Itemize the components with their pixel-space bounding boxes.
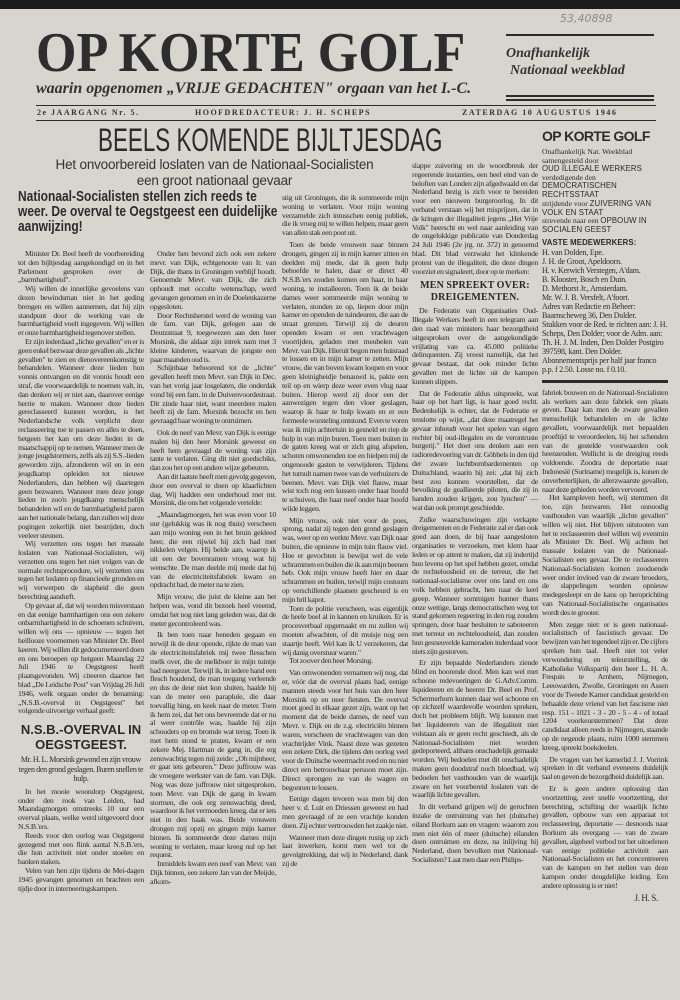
paragraph: Aan dit laatste heeft men gevolg gegeven, door een overval te doen op klaarlichten dag. Wij hadden een onderhoud met mr. Morsink, die ons het volgende vertelde: xyxy=(150,471,276,508)
tagline-line-1: Onafhankelijk xyxy=(506,46,591,61)
paragraph: Velen van hen zijn tijdens de Mei-dagen 1945 gevangen genomen en brachten een tijdje door in interneeringskampen. xyxy=(18,865,144,893)
paragraph: Dat de Federatie aldus uitspreekt, wat haar op het hart ligt, is haar goed recht. Bedenkelijk is echter, dat de Federatie er tenslotte op wijst, „dat deze maatregel het gevaar inhoudt voor het spelen van eigen rechter bij oud-illegalen en de verontruste burgerij." Het doet ons denken aan een radioredevoering van dr. Göbbels in den tijd der zware luchtbombardementen op Duitschland, waarin hij zei: „dat hij zich best zou kunnen voorstellen, dat de bevolking de geallieerde piloten, die zij in handen zouden krijgen, zou lynchen" — wat dan ook prompt geschiedde. xyxy=(412,388,538,512)
article-kicker: Nationaal-Socialisten stellen zich reeds te weer. De overval te Oegstgeest een duidelijke aanwijzing! xyxy=(18,188,278,235)
info-rule-bottom xyxy=(36,120,656,121)
paragraph: Wij verzetten ons tegen het massale loslaten van Nationaal-Socialisten, wij verzetten ons tegen het niet volgen van de normale rechtsprocedure, wij verzetten ons tegen het loslaten op financieele gronden en wij verwerpen de slapheid die geen berechting aandurft. xyxy=(18,539,144,602)
paragraph: stig uit Groningen, die ik sommeerde mijn woning te verlaten. Voor mijn woning verzamelde zich intusschen eenig publiek, die ik vroeg mij te willen helpen, maar geen van allen stak een poot uit. xyxy=(282,193,408,238)
submission-info: Stukken voor de Red. te richten aan: J. H. Scheps, Den Dolder; voor de Adm. aan: Th. H. J. M. Inden, Den Dolder Postgiro 397598, kant. Den Dolder. xyxy=(542,319,668,356)
paragraph: Eenige dagen tevoren was men bij den heer v. d. Luit en Driessen geweest en had men gevraagd of ze een vrachtje konden doen. Zij echter vertrouwden het zaakje niet. xyxy=(282,794,408,830)
volume-number: 2e JAARGANG Nr. 5. xyxy=(37,108,140,117)
paragraph: Het kampleven heeft, wij stemmen dit toe, zijn bezwaren. Het onnoodig vasthouden van waarlijk „lichte gevallen" willen wij niet. Het blijven uitstooten van het te reclasseeren deel willen wij evenmin als Minister Dr. Beel. Wij achten het massale loslaten van de Nationaal-Socialisten een gevaar. De te reclasseeren Nationaal-Socialisten komen zoodoende weer onder invloed van de zware broeders, de slappelingen worden opnieuw medegesleept en de kans op heroprichting van Nationaal-Socialistische organisaties wordt des te grooter. xyxy=(542,493,668,617)
masthead-rule xyxy=(506,34,654,36)
colophon-intro: Onafhankelijk Nat. Weekblad samengesteld door xyxy=(542,147,633,165)
article-column-5 xyxy=(542,389,668,902)
scan-top-edge xyxy=(0,0,680,9)
article-column-4 xyxy=(412,162,538,865)
colophon-mission: ZUIVERING VAN VOLK EN STAAT xyxy=(542,198,652,217)
paragraph: Minister Dr. Beel heeft de voorbereiding tot den bijltjesdag aangekondigd en in het Parlement gesproken over de „barmhartigheid". xyxy=(18,249,144,285)
paragraph: Ook de neef van Mevr. van Dijk is eenige malen bij den heer Morsink geweest en heeft hem gevraagd de woning van zijn tante te verlaten. Ging dit niet goedschiks, dan zou het op een andere wijze gebeuren. xyxy=(150,427,276,473)
masthead-subtitle: waarin opgenomen „VRIJE GEDACHTEN" orgaan van het I.-C. xyxy=(36,80,472,97)
sidebar xyxy=(542,128,668,902)
paragraph: Onder hen bevond zich ook een zekere mevr. van Dijk, echtgenoote van Ir. van Dijk, die thans in Groningen verblijf houdt. Genoemde Mevr. van Dijk, die zich ophoudt met occulte wetenschap, werd gevangen genomen en in de Doelenkazerne opgesloten. xyxy=(150,249,276,311)
masthead-rule xyxy=(506,99,654,101)
staff-member: J. H. de Groot, Apeldoorn. xyxy=(542,256,622,266)
paragraph: Wanneer men deze dingen rustig op zich laat inwerken, komt men wel tot de gevolgtrekking, dat wij in Nederland, dank zij de xyxy=(282,832,408,868)
paragraph: Toen de beide vrouwen naar binnen drongen, gingen zij in mijn kamer zitten en deelden mij mede, dat ik geen hulp behoefde te halen, daar er direct 40 N.S.B.'ers zouden komen om haar, in haar woning, te installeeren. Toen ik de beide dames weer sommeerde mijn woning te verlaten, stonden ze op, liepen door mijn kamer en openden de tuindeuren, die aan de straat grenzen. Terwijl zij de deuren openden kwam er een vrachtwagen voorrijden, geladen met meubelen van Mevr. van Dijk. Hieruit begon men huisraad te lossen en in mijn kamer te zetten. Mijn vrouw, die van boven kwam loopen en voor geen kleinigheidje benauwd is, pakte een teil op en wierp deze weer even vlug naar buiten. Hierop werd zij door een der aanwezigen tegen den vloer geslagen, waarop ik haar te hulp kwam en er een formeele worsteling ontstond. Even te voren was ik mijn achtertuin in gesneld en riep de hulp in van mijn buren. Toen men buiten in de gaten kreeg wat er zich ging afspelen, schoten omwonenden toe en hielpen mij de ongenoode gasten te verwijderen. Tijdens het tumult namen twee van de verhuizers de beenen. Mevr. van Dijk viel flauw, maar wist toch nog een kussen onder haar hoofd te schuiven, die haar neef onder haar hoofd wilde leggen. xyxy=(282,239,408,513)
paragraph: Men zegge niet: er is geen nationaal-socialistisch of fascistisch gevaar. De bewijzen van het tegendeel zijn er. De cijfers spreken hun taal. Heeft niet tot veler verwondering en teleurstelling, de Katholieke Volkspartij den heer L. H. A. Frequin te Arnhem, Nijmegen, Leeuwarden, Zwolle, Groningen en Assen voor de Tweede Kamer candidaat gesteld en behaalde deze vriend van het fascisme niet resp. 151 - 1021 - 3 - 20 - 5 - 4 - of totaal 1204 voorkeurstemmen? Dat deze candidaat alleen reeds in Nijmegen, staande op de negende plaats, ruim 1000 stemmen kreeg, spreekt boekdeelen. xyxy=(542,619,668,752)
paragraph: Van omwonenden vernamen wij nog, dat er, vóór dat de overval plaats had, eenige mannen steeds voor het huis van den heer Morsink op en neer fietsten. De overval moet goed in elkaar gezet zijn, want op het moment dat de beide dames, de neef van Mevr. v. Dijk en de z.g. electriciën binnen waren, verscheen de vrachtwagen van den vrachtrijder Vink. Naast deze was gezeten een zekere Dirk, die tijdens den oorlog veel voor de Duitsche weermacht reed en nu niet direct een betrouwbaar persoon moet zijn. Direct sprongen ze van de wagen en begonnen te lossen. xyxy=(282,668,408,792)
colophon-text: strijdende voor xyxy=(542,198,588,208)
paragraph: Er is geen andere oplossing dan voortzetting, zeer snelle voortzetting, der berechting, schifting der waarlijk lichte gevallen, opbouw van een apparaat tot reclasseering, deportatie — desnoods naar Borkum als overgang — van de zware gevallen, algeheel verbod tot het uitoefenen van eenige politieke activiteit aan Nationaal-Socialisten en het concentreeren van de kampen en het stellen van deze kampen onder deugdelijke leiding. Een andere oplossing is er niet! xyxy=(542,783,668,890)
section-heading: MEN SPREEKT OVER: DREIGEMENTEN. xyxy=(420,280,530,304)
paragraph: Ik ben toen naar beneden gegaan en terwijl ik de deur opende, rijkte de man van de electriciteitsfabriek mij twee flesschen melk over, die de melkboer in mijn tuintje had neergezet. Terwijl ik, in iedere hand een flesch houdend, de man toegang verleende en dus de deur niet kon sluiten, haalde hij van de meter een paraplule, die daar toevallig hing, en keek naar de meter. Toen ik hem zei, dat het ons bevreemde dat er nu al weer contrôle was, haalde hij zijn schouders op en bromde wat terug. Toen ik met hem stond te praten, kwam er een zekere Mej. Hartman de gang in, die erg zenuwachtig tegen mij zeide: „Oh mijnheer, er gaat iets gebeuren." Deze juffrouw was de vroegere werkster van de fam. van Dijk. Nog was deze juffrouw niet uitgesproken, toen Mevr. van Dijk de gang in kwam stormen, die ook erg zenuwachtig deed, waardoor ik het vermoeden kreeg, dat er iets niet in den haak was. Beide vrouwen drongen mij opzij en gingen mijn kamer binnen. Ik sommeerde deze dames mijn woning te verlaten, maar kreeg nul op het request. xyxy=(150,630,276,860)
paragraph: Tot zoover den heer Morsing. xyxy=(289,656,373,666)
main-headline: BEELS KOMENDE BIJLTJESDAG xyxy=(98,122,443,158)
paragraph: fabriek bouwen en de Nationaal-Socialisten als werkers aan deze fabriek een plaats geven. Daar kan men de zware gevallen menschelijk behandelen en de lichte gevallen, voorwaardelijk met bepaalden proeftijd te veroordeelen, bij het schenden van de gestelde voorwaarden ook heenzenden. Wellicht is de dreiging reeds voldoende. Zoodra de deportatie naar Indonesië (Suriname) mogelijk is, kunen de onverbeterlijken, de allerzwaarste gevallen, naar deze gebieden worden vervoerd. xyxy=(542,387,668,494)
subscription-price: Abonnementsprijs per half jaar franco p.p. f 2.50. Losse no. f 0.10. xyxy=(542,355,657,374)
sidebar-title: OP KORTE GOLF xyxy=(542,128,650,144)
tagline-line-2: Nationaal weekblad xyxy=(510,63,625,78)
paragraph: De vragen van het kamerlid J. J. Vorrink spreken in dit verband eveneens duidelijk taal en geven de bezorgdheid duidelijk aan. xyxy=(542,754,668,782)
archive-pencil-note: 53,40898 xyxy=(560,12,613,25)
newspaper-title: OP KORTE GOLF xyxy=(36,22,466,84)
staff-list xyxy=(542,248,668,374)
colophon-organisation: OUD ILLEGALE WERKERS xyxy=(542,164,642,173)
staff-label: VASTE MEDEWERKERS: xyxy=(542,238,637,248)
colophon-text: strevende naar een xyxy=(542,216,599,226)
staff-member: H. v. Kerwich Verstegen, A'dam. xyxy=(542,265,641,275)
staff-member: Mr. W. J. B. Versfelt, A'foort. xyxy=(542,292,630,302)
staff-member: B. Klooster, Bosch en Duin. xyxy=(542,274,627,284)
paragraph: Door Rechtsherstel werd de woning van de fam. van Dijk, gelegen aan de Deutzstraat 9, toegewezen aan den heer Morsink, die aldaar zijn intrek nam met 3 kleine kinderen, waarvan de jongste een paar maanden oud is. xyxy=(150,310,276,364)
paragraph: Schijnbaar behoorend tot de „lichte" gevallen heeft men Mevr. van Dijk in Dec. van het vorig jaar losgelaten, die onderdak vond bij een fam. in de Duivenvoordestraat. Dit zinde haar niet, want meerdere malen heeft zij de fam. Morsink bezocht en hen gevraagd haar woning te ontruimen. xyxy=(150,363,276,426)
paragraph: Inmiddels kwam een neef van Mevr. van Dijk binnen, een zekere Jan van der Meijde, afkom- xyxy=(150,859,276,886)
paragraph: Op gevaar af, dat wij worden misverstaan en dat eenige barmhartigen ons een zekere onbarmhartigheid in de schoenen schuiven, willen wij ons — opnieuw — tegen het heillooze voornemen van Minister Dr. Beel keeren. Wij willen dit gedocumenteerd doen en ons beroepen op hetgeen Maandag 22 Juli 1946 te Oegstgeest heeft plaatsgevonden. Wij citeeren daartoe het blad „De Leidsche Post" van Vrijdag 26 Juli 1946, welk orgaan onder de benaming: „N.S.B.-overval in Oegstgeest" het volgende uitvoerige verhaal geeft: xyxy=(18,600,144,716)
paragraph: Er zijn inderdaad „lichte gevallen" en er is geen enkel bezwaar deze gevallen als „lichte gevallen" te zien en dienovereenkomstig te behandelen. Wanneer deze lieden hun vonnis ontvangen en dit vonnis houdt een straf, die voorwaardelijk te noemen valt, in, dan denken wij er niet aan, daarover eenige herrie te maken. Wanneer deze lieden gereclasseerd kunnen worden, is het Nederlandsche volk verplicht deze reclasseering toe te passen en alles te doen, hetgeen het kan om deze lieden in de maatschappij op te nemen. Wanneer men de jonge jeugdstormers, zelfs als zij S.S.-lieden geworden zijn, afzonderen wil en in een jeugdkamp opleiden tot nieuwe Nederlanders, dan hebben wij daartegen geen bezwaren. Wanneer men deze jonge lieden in zoo'n jeugdkamp menschelijk behandelen wil en de barmhartigheid paren aan het nationale belang, dan zullen wij deze pogingen zekerlijk niet bestrijden, doch veeleer steunen. xyxy=(18,336,144,540)
editorial-address: Adres van Redactie en Beheer: Baarnscheweg 36, Den Dolder. xyxy=(542,301,637,320)
paragraph: „Maandagmorgen, het was even voor 10 uur (gelukkig was ik nog thuis) verscheen aan mijn woning een in het bruin gekleed heer, die een rijwiel bij zich had met nikkelen velgen. Hij belde aan, waarop ik uit een der bovenramen vroeg wat hij wenschte. De man deelde mij mede dat hij van de electriciteitsfabriek kwam en opdracht had, de meter na te zien. xyxy=(150,510,276,590)
masthead-rule xyxy=(506,95,654,97)
issue-date: ZATERDAG 10 AUGUSTUS 1946 xyxy=(462,108,618,117)
colophon xyxy=(542,148,668,374)
headline-deck-2: een groot nationaal gevaar xyxy=(136,173,293,188)
article-column-1 xyxy=(18,250,144,893)
section-heading: N.S.B.-OVERVAL IN OEGSTGEEST. xyxy=(20,722,142,753)
paragraph: slappe zuivering en de woordbreuk der regeerende instanties, een heel eind van de beloften van Londen zijn afgedwaald en dat Nederland bezig is zich voor te bereiden voor een nieuwen burgeroorlog. In dit verband verstaan wij het misprijzen, dat in de kringen der illegaliteit jegens „Het Vrije Volk" heerscht en wel naar aanleiding van de ongelukkige publicatie van Donderdag 24 Juli 1946 (2e jrg. nr. 372) in genoemd blad. Dit blad verzwakt het klinkende protest van de illegaliteit, die deze dingen voorziet en signaleert, door op te merken: xyxy=(412,161,538,276)
paragraph: Mijn vrouw, die juist de kleine aan het helpen was, vond dit bezoek heel vreemd, omdat het nog niet lang geleden was, dat de meter gecontroleerd was. xyxy=(150,592,276,628)
author-signature: J. H. S. xyxy=(634,892,658,903)
paragraph: Er zijn bepaalde Nederlanders ziende blind en hoorende doof. Men kan wel met schoone redevoeringen de G.Adv.Comm. liquideeren en de heeren Dr. Beel en Prof. Schermerhorn kunnen daar wel schoone en op zichzelf waardevolle woorden spreken, doch het probleem blijft. Wij kunnen met het liquideeren van de illegaliteit niet volstaan als er geen recht geschiedt, als de Nationaal-Socialisten niet worden gedeporteerd, althans onschadelijk gemaakt worden. Wij bedoelen met dit onschadelijk maken geen doodstraf noch bloedbad, wij bedoelen het vasthouden van de waarlijk zware en het voorbereid loslaten van de waarlijk lichte gevallen. xyxy=(412,658,538,800)
editor-in-chief: HOOFDREDACTEUR: J. H. SCHEPS xyxy=(195,108,372,117)
section-subheading: Mr. H. L. Morsink gewond en zijn vrouw tegen den grond geslagen. Buren snellen te hulp. xyxy=(18,755,144,784)
paragraph: In het mooie woondorp Oegstgeest, onder den rook van Leiden, had Maandagmorgen omstreeks 10 uur een overval plaats, welke werd uitgevoerd door N.S.B.'ers. xyxy=(18,786,144,831)
colophon-mission: OPBOUW IN SOCIALEN GEEST xyxy=(542,216,647,235)
paragraph: Reeds voor den oorlog was Oegstgeest gezegend met een flink aantal N.S.B.'ers, die hun activiteit niet onder stoelen en banken staken. xyxy=(18,830,144,867)
info-rule-top xyxy=(36,105,656,106)
paragraph: Zulke waarschuwingen zijn verkapte dreigementen en de Federatie zal er dan ook goed aan doen, de bij haar aangesloten organisaties te verzoeken, met klem haar leden er op attent te maken, dat zij indertijd hun levens op het spel hebben gezet, omdat de rechteloosheid en de terreur, die het nationaal-socialisme over ons land en ons volk hebben gebracht, hen naar de keel greep. Wanneer sommigen hunner thans onze wettige, langs democratischen weg tot stand gekomen regeering in den rug zouden springen, door haar besluiten te saboteeren met terreur en rechteloosheid, dan zouden hun gesneuvelde kameraden inderdaad voor niets zijn gestorven. xyxy=(412,514,538,656)
paragraph: Toen de politie verscheen, was eigenlijk de heele boel al in kannen en kruiken. Er is procesverbaal opgemaakt en nu zullen wij moeten afwachten, of dit muisje nog een staartje heeft. Wel kan ik U verzekeren, dat wij danig overstuur waren." xyxy=(282,603,408,657)
paragraph: Mijn vrouw, ook niet voor de poes, sprong, nadat zij tegen den grond geslagen was, weer op en werkte Mevr. van Dijk naar buiten, die opnieuw in mijn tuin flauw viel. Hoe er gevochten is bewijst wel de vele schrammen en builen die ik aan mijn beenen heb. Ook mijn vrouw heeft hier en daar schrammen en builen, terwijl mijn costuum op verschillende plaatsen gescheurd is en mijn bril kapot. xyxy=(282,515,408,604)
colophon-text: verdedigende den xyxy=(542,172,596,182)
masthead-tagline xyxy=(506,45,625,79)
paragraph: In dit verband grijpen wij de geruchten inzake de ontruiming van het (duitsche) eiland Borkum aan en vragen: waarom zou men niet één of meer (duitsche) eilanden doen ontruimen en deze, na inlijving bij Nederland, doen bevolken met Nationaal-Socialisten? Laat men daar een Philips- xyxy=(412,802,538,864)
article-column-2 xyxy=(150,250,276,887)
sidebar-divider xyxy=(542,380,668,383)
colophon-organisation: DEMOCRATISCHEN RECHTSSTAAT xyxy=(542,181,617,200)
paragraph: Wij willen de innerlijke gevoelens van dezen bewindsman niet in het geding brengen en willen aannemen, dat hij zijn standpunt door de werking van de barmhartigheid voelt ingegeven. Wij willen er onze barmhartigheid tegenover stellen. xyxy=(18,284,144,338)
staff-member: H. van Dolden, Epe. xyxy=(542,247,604,257)
paragraph: De Federatie van Organisaties Oud-Illegale Werkers heeft in een telegram aan den raad van ministers haar bezorgdheid uitgesproken over de aangekondigde vrijlating van ca. 45.000 politieke delinquenten. Zij vreest namelijk, dat het gevaar bestaat, dat ook minder lichte gevallen met de lichte uit de kampen kunnen slippen. xyxy=(412,306,538,386)
staff-member: D. Methorst Jr., Amsterdam. xyxy=(542,283,628,293)
headline-deck-1: Het onvoorbereid loslaten van de Nationaal-Socialisten xyxy=(55,157,374,172)
article-column-3 xyxy=(282,194,408,869)
